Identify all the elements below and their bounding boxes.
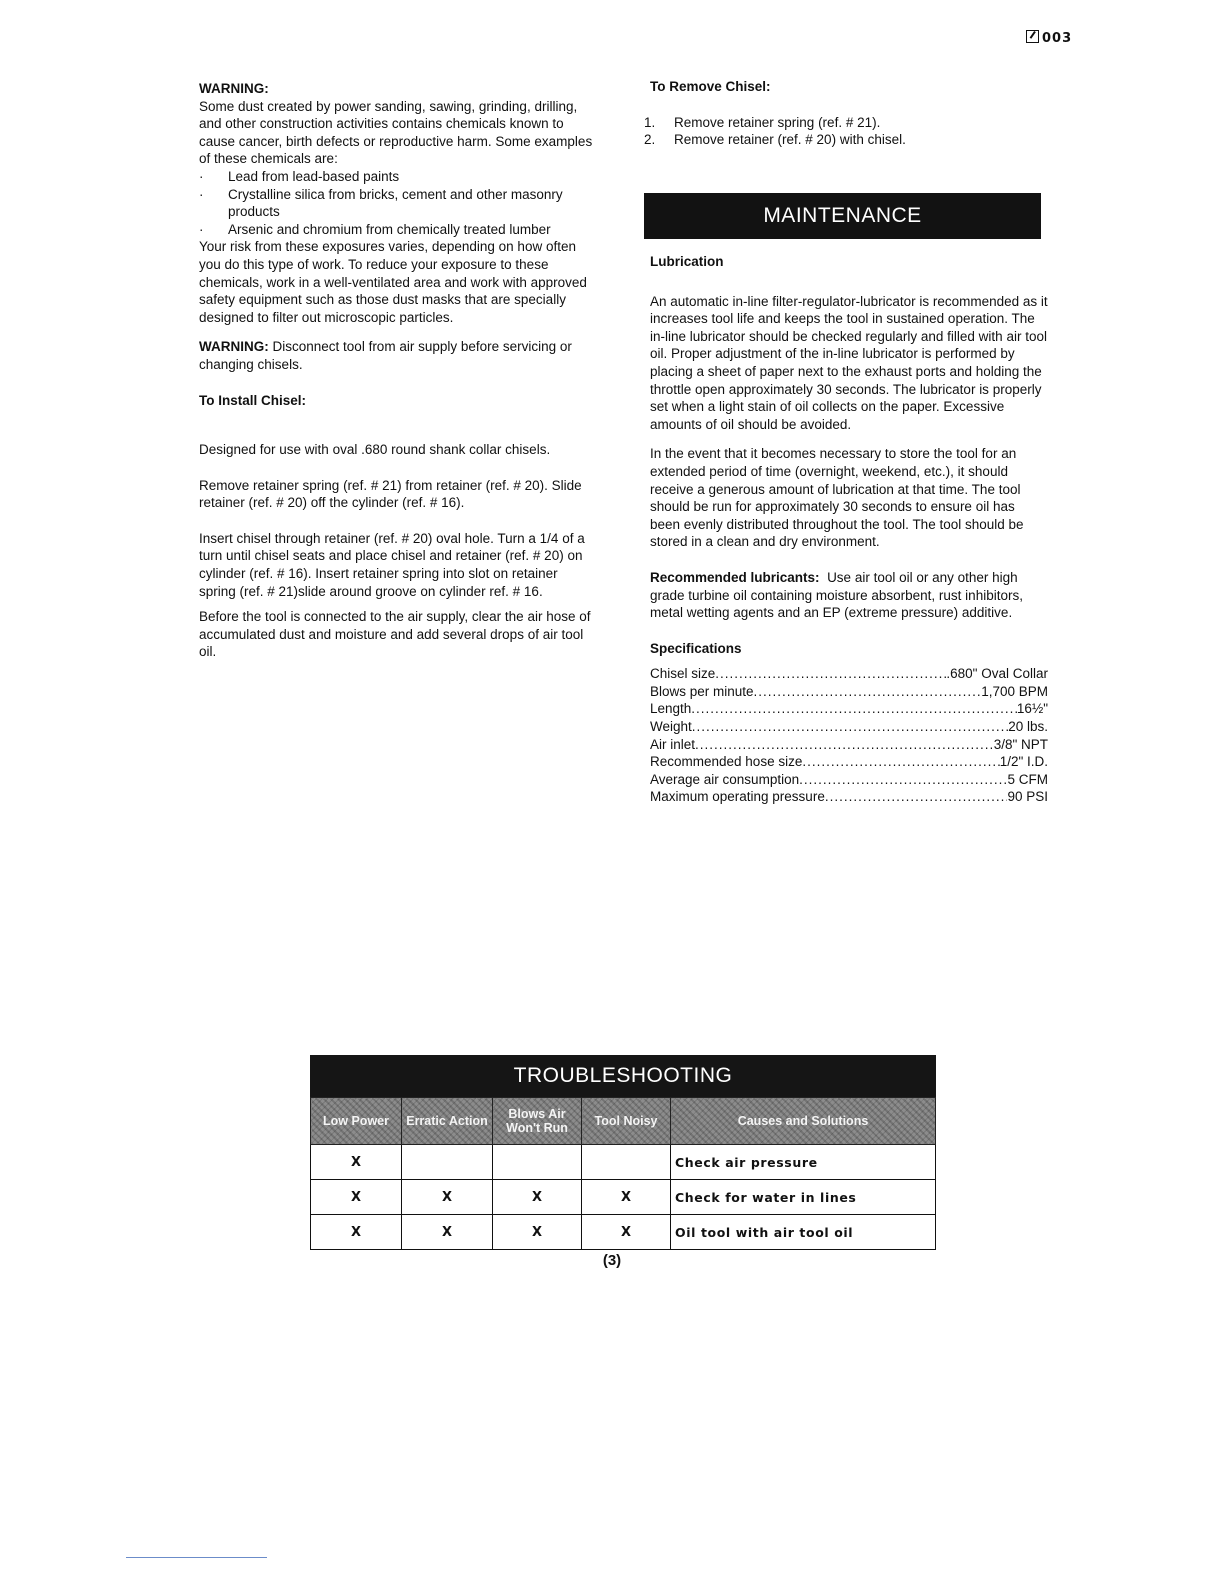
lubrication-paragraph: An automatic in-line filter-regulator-lubricator is recommended as it increases tool life and keeps the tool in sustained operation. The in-line lubricator should be checked regularly and filled with air tool oil. Proper adjustment of the in-line lubricator is performed by placing a sheet of paper next to the exhaust ports and holding the throttle open approximately 30 seconds. The lubricator is properly set when a light stain of oil collects on the paper. Excessive amounts of oil should be avoided. xyxy=(650,293,1048,432)
spec-row xyxy=(650,665,1048,683)
disconnect-warning xyxy=(199,338,594,373)
table-cell: X xyxy=(311,1215,402,1250)
spec-value: 3/8" NPT xyxy=(993,736,1048,752)
specifications-list xyxy=(650,665,1048,806)
table-cell xyxy=(402,1145,493,1180)
step-number: 2. xyxy=(644,132,656,148)
solution-cell: Check for water in lines xyxy=(671,1180,936,1215)
remove-steps xyxy=(644,114,1048,149)
spec-label: Chisel size xyxy=(650,666,716,682)
spec-value: 90 PSI xyxy=(1007,789,1048,805)
table-cell: X xyxy=(311,1145,402,1180)
solution-cell: Check air pressure xyxy=(671,1145,936,1180)
spec-row xyxy=(650,683,1048,701)
spec-label: Maximum operating pressure xyxy=(650,789,825,805)
right-column xyxy=(644,78,1048,149)
spec-leader xyxy=(691,700,1017,718)
table-row xyxy=(311,1180,936,1215)
table-cell: X xyxy=(582,1215,671,1250)
table-row xyxy=(311,1145,936,1180)
spec-leader xyxy=(802,753,999,771)
storage-paragraph: In the event that it becomes necessary to store the tool for an extended period of time (overnight, weekend, etc.), it should receive a generous amount of lubrication at that time. The tool should be run for approximately 30 seconds to ensure oil has been evenly distributed throughout the tool. The tool should be stored in a clean and dry environment. xyxy=(650,446,1024,550)
spec-value: 16½" xyxy=(1016,701,1048,717)
spec-label: Air inlet xyxy=(650,736,696,752)
table-cell xyxy=(582,1145,671,1180)
header-low-power: Low Power xyxy=(311,1098,402,1145)
table-cell: X xyxy=(493,1215,582,1250)
table-header-row xyxy=(311,1098,936,1145)
lubricants-text: Use air tool oil or any other high grade turbine oil containing moisture absorbent, rust inhibitors, metal wetting agents and an EP (extreme pressure) additive. xyxy=(650,569,1023,621)
spec-leader xyxy=(715,665,946,683)
spec-row xyxy=(650,753,1048,771)
fax-page-mark xyxy=(1026,30,1072,46)
solution-cell: Oil tool with air tool oil xyxy=(671,1215,936,1250)
header-causes-and-solutions: Causes and Solutions xyxy=(671,1098,936,1145)
step-text: Remove retainer (ref. # 20) with chisel. xyxy=(674,132,906,148)
install-paragraph: Remove retainer spring (ref. # 21) from retainer (ref. # 20). Slide retainer (ref. # 20) off the cylinder (ref. # 16). xyxy=(199,477,582,511)
header-tool-noisy: Tool Noisy xyxy=(582,1098,671,1145)
spec-row xyxy=(650,736,1048,754)
warning-text: Some dust created by power sanding, sawing, grinding, drilling, and other construction activities contains chemicals known to cause cancer, birth defects or reproductive harm. Some examples of these chemicals are: xyxy=(199,98,593,167)
spec-leader xyxy=(799,771,1007,789)
troubleshooting-section xyxy=(310,1055,936,1250)
warning-heading: WARNING: xyxy=(199,81,269,96)
chemical-list xyxy=(199,168,594,238)
page-number: (3) xyxy=(602,1252,622,1269)
table-cell: X xyxy=(311,1180,402,1215)
spec-value: 20 lbs. xyxy=(1008,719,1048,735)
spec-row xyxy=(650,788,1048,806)
table-cell: X xyxy=(582,1180,671,1215)
spec-label: Length xyxy=(650,701,692,717)
spec-leader xyxy=(754,683,982,701)
left-column xyxy=(199,80,594,661)
chemical-list-item: · Arsenic and chromium from chemically treated lumber xyxy=(199,221,594,239)
install-chisel-heading: To Install Chisel: xyxy=(199,392,307,408)
table-cell: X xyxy=(402,1180,493,1215)
chemical-list-item: · Crystalline silica from bricks, cement and other masonry products xyxy=(199,186,594,221)
disconnect-warning-text: Disconnect tool from air supply before servicing or changing chisels. xyxy=(199,339,572,372)
table-cell: X xyxy=(493,1180,582,1215)
fax-page-number: 003 xyxy=(1042,31,1073,46)
spec-label: Blows per minute xyxy=(650,683,754,699)
troubleshooting-table xyxy=(310,1097,936,1250)
lubricants-label: Recommended lubricants: xyxy=(650,569,820,585)
remove-step xyxy=(644,131,1048,149)
maintenance-banner: MAINTENANCE xyxy=(644,193,1041,239)
fax-checkbox-icon xyxy=(1026,30,1039,43)
chemical-list-item: · Lead from lead-based paints xyxy=(199,168,594,186)
spec-label: Recommended hose size xyxy=(650,754,803,770)
maintenance-section xyxy=(650,253,1048,806)
lubricants-paragraph xyxy=(650,569,1048,622)
spec-leader xyxy=(825,788,1008,806)
install-paragraph: Before the tool is connected to the air supply, clear the air hose of accumulated dust and moisture and add several drops of air tool oil. xyxy=(199,609,591,660)
spec-row xyxy=(650,700,1048,718)
header-blows-air-wont-run: Blows Air Won't Run xyxy=(493,1098,582,1145)
table-cell: X xyxy=(402,1215,493,1250)
spec-label: Weight xyxy=(650,719,692,735)
troubleshooting-banner: TROUBLESHOOTING xyxy=(310,1055,936,1097)
risk-paragraph: Your risk from these exposures varies, depending on how often you do this type of work. To reduce your exposure to these chemicals, work in a well-ventilated area and work with approved safety equipment such as those dust masks that are specially designed to filter out microscopic particles. xyxy=(199,239,587,325)
spec-value: 1,700 BPM xyxy=(981,683,1048,699)
spec-label: Average air consumption xyxy=(650,771,800,787)
disconnect-warning-label: WARNING: xyxy=(199,339,269,355)
specifications-heading: Specifications xyxy=(650,640,742,656)
install-paragraph: Insert chisel through retainer (ref. # 20) oval hole. Turn a 1/4 of a turn until chisel seats and place chisel and retainer (ref. # 20) on cylinder (ref. # 16). Insert retainer spring into slot on retainer spring (ref. # 21)slide around groove on cylinder ref. # 16. xyxy=(199,530,585,599)
spec-value: .680" Oval Collar xyxy=(946,666,1048,682)
lubrication-heading: Lubrication xyxy=(650,254,724,269)
header-erratic-action: Erratic Action xyxy=(402,1098,493,1145)
install-paragraph: Designed for use with oval .680 round shank collar chisels. xyxy=(199,442,551,458)
footer-divider xyxy=(126,1557,267,1558)
spec-leader xyxy=(692,718,1008,736)
remove-chisel-heading: To Remove Chisel: xyxy=(650,79,771,94)
spec-row xyxy=(650,718,1048,736)
spec-row xyxy=(650,771,1048,789)
spec-leader xyxy=(695,736,994,754)
table-cell xyxy=(493,1145,582,1180)
step-number: 1. xyxy=(644,114,656,130)
spec-value: 5 CFM xyxy=(1007,771,1048,787)
spec-value: 1/2" I.D. xyxy=(999,754,1048,770)
table-row xyxy=(311,1215,936,1250)
remove-step xyxy=(644,114,1048,132)
step-text: Remove retainer spring (ref. # 21). xyxy=(674,114,881,130)
